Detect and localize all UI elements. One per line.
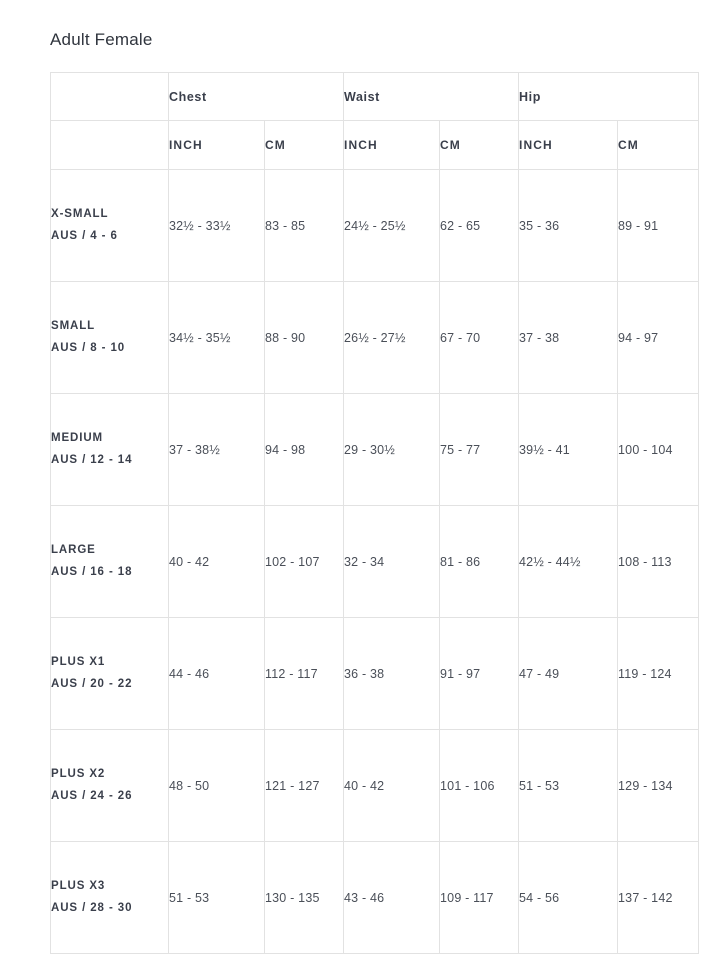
size-name: PLUS X1 [51, 655, 106, 668]
table-row [51, 730, 699, 842]
size-label-cell [51, 394, 169, 506]
size-aus: AUS / 4 - 6 [51, 229, 118, 242]
hip-inch-value: 51 - 53 [519, 730, 618, 842]
size-aus: AUS / 24 - 26 [51, 789, 133, 802]
chest-inch-value: 51 - 53 [169, 842, 265, 954]
chest-inch-value: 40 - 42 [169, 506, 265, 618]
hip-cm-value: 89 - 91 [618, 170, 699, 282]
chest-cm-value: 83 - 85 [265, 170, 344, 282]
size-aus: AUS / 8 - 10 [51, 341, 126, 354]
size-aus: AUS / 28 - 30 [51, 901, 133, 914]
waist-cm-value: 91 - 97 [440, 618, 519, 730]
corner-cell [51, 73, 169, 121]
page-title: Adult Female [50, 30, 153, 49]
unit-header-chest-cm: CM [265, 121, 344, 170]
size-label-cell [51, 506, 169, 618]
group-header-chest: Chest [169, 73, 344, 121]
size-aus: AUS / 20 - 22 [51, 677, 133, 690]
table-body [51, 170, 699, 954]
size-name: PLUS X3 [51, 879, 106, 892]
waist-cm-value: 67 - 70 [440, 282, 519, 394]
hip-inch-value: 42½ - 44½ [519, 506, 618, 618]
hip-cm-value: 100 - 104 [618, 394, 699, 506]
chest-cm-value: 102 - 107 [265, 506, 344, 618]
unit-header-blank [51, 121, 169, 170]
size-label-cell [51, 170, 169, 282]
unit-header-hip-cm: CM [618, 121, 699, 170]
hip-inch-value: 39½ - 41 [519, 394, 618, 506]
hip-cm-value: 108 - 113 [618, 506, 699, 618]
table-row [51, 618, 699, 730]
chest-cm-value: 130 - 135 [265, 842, 344, 954]
unit-header-row [51, 121, 699, 170]
size-label-cell [51, 842, 169, 954]
size-table [50, 72, 699, 954]
hip-cm-value: 94 - 97 [618, 282, 699, 394]
table-row [51, 394, 699, 506]
size-label-cell [51, 730, 169, 842]
size-aus: AUS / 12 - 14 [51, 453, 133, 466]
chest-cm-value: 121 - 127 [265, 730, 344, 842]
group-header-waist: Waist [344, 73, 519, 121]
waist-cm-value: 101 - 106 [440, 730, 519, 842]
group-header-hip: Hip [519, 73, 699, 121]
chest-inch-value: 37 - 38½ [169, 394, 265, 506]
size-name: LARGE [51, 543, 96, 556]
hip-cm-value: 129 - 134 [618, 730, 699, 842]
size-aus: AUS / 16 - 18 [51, 565, 133, 578]
size-label-cell [51, 282, 169, 394]
hip-inch-value: 54 - 56 [519, 842, 618, 954]
waist-cm-value: 109 - 117 [440, 842, 519, 954]
waist-inch-value: 24½ - 25½ [344, 170, 440, 282]
table-row [51, 506, 699, 618]
chest-inch-value: 34½ - 35½ [169, 282, 265, 394]
table-row [51, 842, 699, 954]
hip-inch-value: 35 - 36 [519, 170, 618, 282]
waist-inch-value: 29 - 30½ [344, 394, 440, 506]
size-name: SMALL [51, 319, 96, 332]
unit-header-waist-cm: CM [440, 121, 519, 170]
waist-inch-value: 26½ - 27½ [344, 282, 440, 394]
hip-cm-value: 137 - 142 [618, 842, 699, 954]
chest-cm-value: 88 - 90 [265, 282, 344, 394]
table-header [51, 73, 699, 170]
chest-inch-value: 32½ - 33½ [169, 170, 265, 282]
size-name: MEDIUM [51, 431, 104, 444]
waist-inch-value: 32 - 34 [344, 506, 440, 618]
waist-inch-value: 40 - 42 [344, 730, 440, 842]
waist-inch-value: 43 - 46 [344, 842, 440, 954]
unit-header-chest-inch: INCH [169, 121, 265, 170]
hip-inch-value: 47 - 49 [519, 618, 618, 730]
unit-header-waist-inch: INCH [344, 121, 440, 170]
size-label-cell [51, 618, 169, 730]
hip-inch-value: 37 - 38 [519, 282, 618, 394]
chest-cm-value: 112 - 117 [265, 618, 344, 730]
table-row [51, 170, 699, 282]
chest-inch-value: 48 - 50 [169, 730, 265, 842]
waist-inch-value: 36 - 38 [344, 618, 440, 730]
table-row [51, 282, 699, 394]
chest-cm-value: 94 - 98 [265, 394, 344, 506]
waist-cm-value: 81 - 86 [440, 506, 519, 618]
chest-inch-value: 44 - 46 [169, 618, 265, 730]
unit-header-hip-inch: INCH [519, 121, 618, 170]
waist-cm-value: 62 - 65 [440, 170, 519, 282]
waist-cm-value: 75 - 77 [440, 394, 519, 506]
size-name: X-SMALL [51, 207, 109, 220]
size-name: PLUS X2 [51, 767, 106, 780]
group-header-row [51, 73, 699, 121]
hip-cm-value: 119 - 124 [618, 618, 699, 730]
size-table-container [50, 72, 698, 954]
